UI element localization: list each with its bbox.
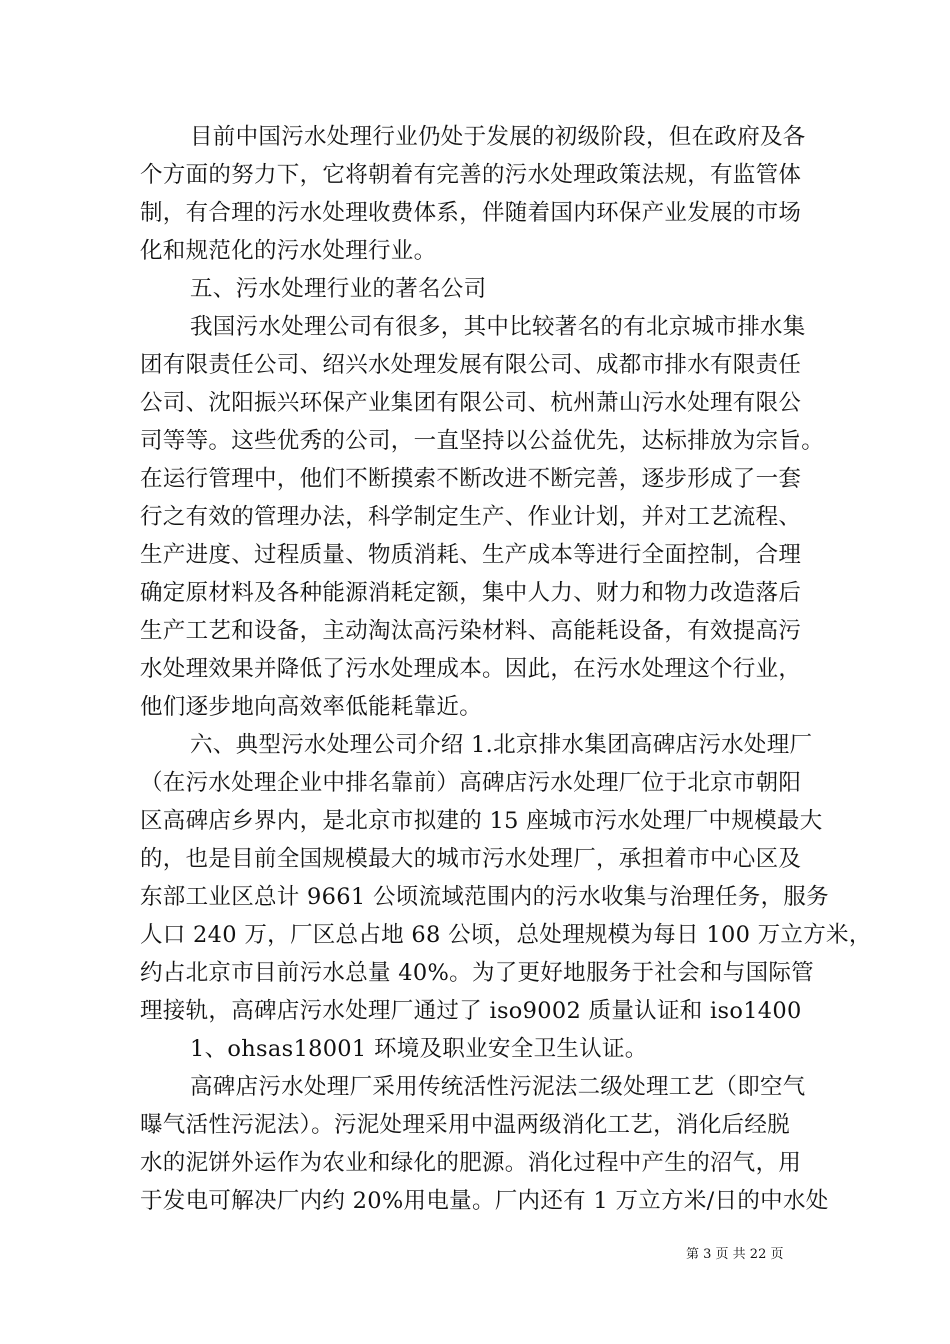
text-line: 的，也是目前全国规模最大的城市污水处理厂，承担着市中心区及 bbox=[140, 846, 802, 872]
text-line: 生产工艺和设备，主动淘汰高污染材料、高能耗设备，有效提高污 bbox=[140, 618, 802, 644]
text-line: 曝气活性污泥法）。污泥处理采用中温两级消化工艺，消化后经脱 bbox=[140, 1112, 790, 1138]
text-line: 团有限责任公司、绍兴水处理发展有限公司、成都市排水有限责任 bbox=[140, 352, 802, 378]
text-line: 人口 240 万，厂区总占地 68 公顷，总处理规模为每日 100 万立方米， bbox=[140, 922, 872, 948]
text-line: 在运行管理中，他们不断摸索不断改进不断完善，逐步形成了一套 bbox=[140, 466, 802, 492]
text-line: 司等等。这些优秀的公司，一直坚持以公益优先，达标排放为宗旨。 bbox=[140, 428, 825, 454]
text-line: 理接轨，高碑店污水处理厂通过了 iso9002 质量认证和 iso1400 bbox=[140, 998, 802, 1024]
text-line: 1、ohsas18001 环境及职业安全卫生认证。 bbox=[190, 1036, 648, 1062]
text-line: 行之有效的管理办法，科学制定生产、作业计划，并对工艺流程、 bbox=[140, 504, 802, 530]
text-line: 于发电可解决厂内约 20%用电量。厂内还有 1 万立方米/日的中水处 bbox=[140, 1188, 829, 1214]
section-heading: 六、典型污水处理公司介绍 1.北京排水集团高碑店污水处理厂 bbox=[190, 732, 813, 758]
page-number: 第 3 页 共 22 页 bbox=[686, 1247, 784, 1262]
text-line: 东部工业区总计 9661 公顷流域范围内的污水收集与治理任务，服务 bbox=[140, 884, 829, 910]
section-heading: 五、污水处理行业的著名公司 bbox=[190, 276, 487, 302]
text-line: 约占北京市目前污水总量 40%。为了更好地服务于社会和与国际管 bbox=[140, 960, 814, 986]
text-line: 确定原材料及各种能源消耗定额，集中人力、财力和物力改造落后 bbox=[140, 580, 802, 606]
text-line: 高碑店污水处理厂采用传统活性污泥法二级处理工艺（即空气 bbox=[190, 1074, 806, 1100]
text-line: 公司、沈阳振兴环保产业集团有限公司、杭州萧山污水处理有限公 bbox=[140, 390, 802, 416]
text-line: 制，有合理的污水处理收费体系，伴随着国内环保产业发展的市场 bbox=[140, 200, 802, 226]
text-line: 水处理效果并降低了污水处理成本。因此，在污水处理这个行业， bbox=[140, 656, 802, 682]
text-line: 目前中国污水处理行业仍处于发展的初级阶段，但在政府及各 bbox=[190, 124, 806, 150]
text-line: 水的泥饼外运作为农业和绿化的肥源。消化过程中产生的沼气，用 bbox=[140, 1150, 802, 1176]
text-line: （在污水处理企业中排名靠前）高碑店污水处理厂位于北京市朝阳 bbox=[140, 770, 802, 796]
text-line: 区高碑店乡界内，是北京市拟建的 15 座城市污水处理厂中规模最大 bbox=[140, 808, 823, 834]
text-line: 生产进度、过程质量、物质消耗、生产成本等进行全面控制，合理 bbox=[140, 542, 802, 568]
text-line: 个方面的努力下，它将朝着有完善的污水处理政策法规，有监管体 bbox=[140, 162, 802, 188]
text-line: 化和规范化的污水处理行业。 bbox=[140, 238, 437, 264]
text-line: 他们逐步地向高效率低能耗靠近。 bbox=[140, 694, 483, 720]
text-line: 我国污水处理公司有很多，其中比较著名的有北京城市排水集 bbox=[190, 314, 806, 340]
